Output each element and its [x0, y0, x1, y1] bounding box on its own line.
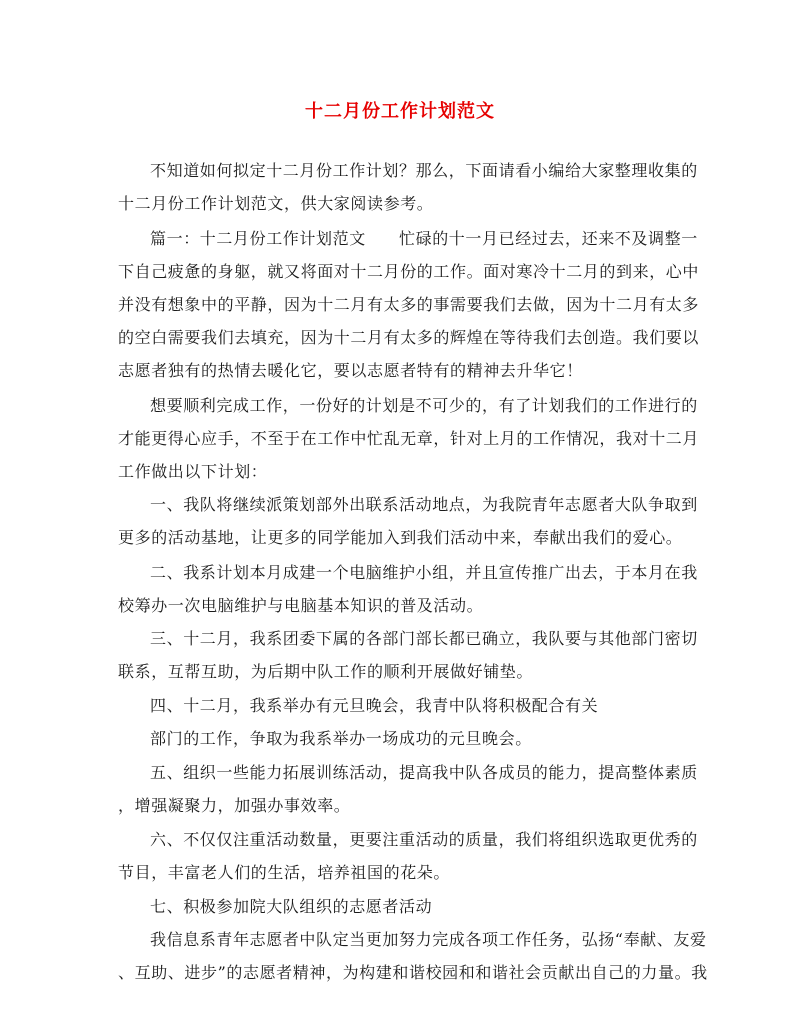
paragraph-line: 一、我队将继续派策划部外出联系活动地点，为我院青年志愿者大队争取到	[150, 495, 698, 514]
paragraph-line: 十二月份工作计划范文，供大家阅读参考。	[118, 194, 434, 213]
paragraph-line: 校筹办一次电脑维护与电脑基本知识的普及活动。	[118, 596, 484, 615]
paragraph-line: 三、十二月，我系团委下属的各部门部长都已确立，我队要与其他部门密切	[150, 629, 698, 648]
paragraph-line: 并没有想象中的平静，因为十二月有太多的事需要我们去做，因为十二月有太多	[118, 295, 700, 314]
paragraph-line: 七、积极参加院大队组织的志愿者活动	[150, 897, 433, 916]
paragraph-line: 六、不仅仅注重活动数量，更要注重活动的质量，我们将组织选取更优秀的	[150, 830, 698, 849]
paragraph-line: 四、十二月，我系举办有元旦晚会，我青中队将积极配合有关	[150, 696, 599, 715]
paragraph-line: 、互助、进步”的志愿者精神，为构建和谐校园和和谐社会贡献出自己的力量。我	[118, 963, 708, 982]
paragraph-line: 的空白需要我们去填充，因为十二月有太多的辉煌在等待我们去创造。我们要以	[118, 328, 700, 347]
paragraph-line: 联系，互帮互助，为后期中队工作的顺利开展做好铺垫。	[118, 662, 534, 681]
paragraph-line: 部门的工作，争取为我系举办一场成功的元旦晚会。	[150, 729, 532, 748]
paragraph-line: 才能更得心应手，不至于在工作中忙乱无章，针对上月的工作情况，我对十二月	[118, 429, 700, 448]
paragraph-line: 我信息系青年志愿者中队定当更加努力完成各项工作任务，弘扬“奉献、友爱	[150, 930, 707, 949]
paragraph-line: 二、我系计划本月成建一个电脑维护小组，并且宣传推广出去，于本月在我	[150, 563, 698, 582]
document-title: 十二月份工作计划范文	[305, 101, 495, 122]
paragraph-line: 工作做出以下计划：	[118, 462, 268, 481]
paragraph-line: 节目，丰富老人们的生活，培养祖国的花朵。	[118, 863, 451, 882]
paragraph-line: 五、组织一些能力拓展训练活动，提高我中队各成员的能力，提高整体素质	[150, 763, 698, 782]
paragraph-line: 志愿者独有的热情去暖化它，要以志愿者特有的精神去升华它！	[118, 361, 583, 380]
paragraph-line: 想要顺利完成工作，一份好的计划是不可少的，有了计划我们的工作进行的	[150, 396, 698, 415]
paragraph-line: 下自己疲惫的身躯，就又将面对十二月份的工作。面对寒冷十二月的到来，心中	[118, 262, 700, 281]
paragraph-line: 不知道如何拟定十二月份工作计划？那么，下面请看小编给大家整理收集的	[150, 161, 698, 180]
paragraph-line: 更多的活动基地，让更多的同学能加入到我们活动中来，奉献出我们的爱心。	[118, 528, 683, 547]
paragraph-line: ，增强凝聚力，加强办事效率。	[118, 796, 351, 815]
paragraph-line: 篇一：十二月份工作计划范文 忙碌的十一月已经过去，还来不及调整一	[150, 229, 698, 248]
